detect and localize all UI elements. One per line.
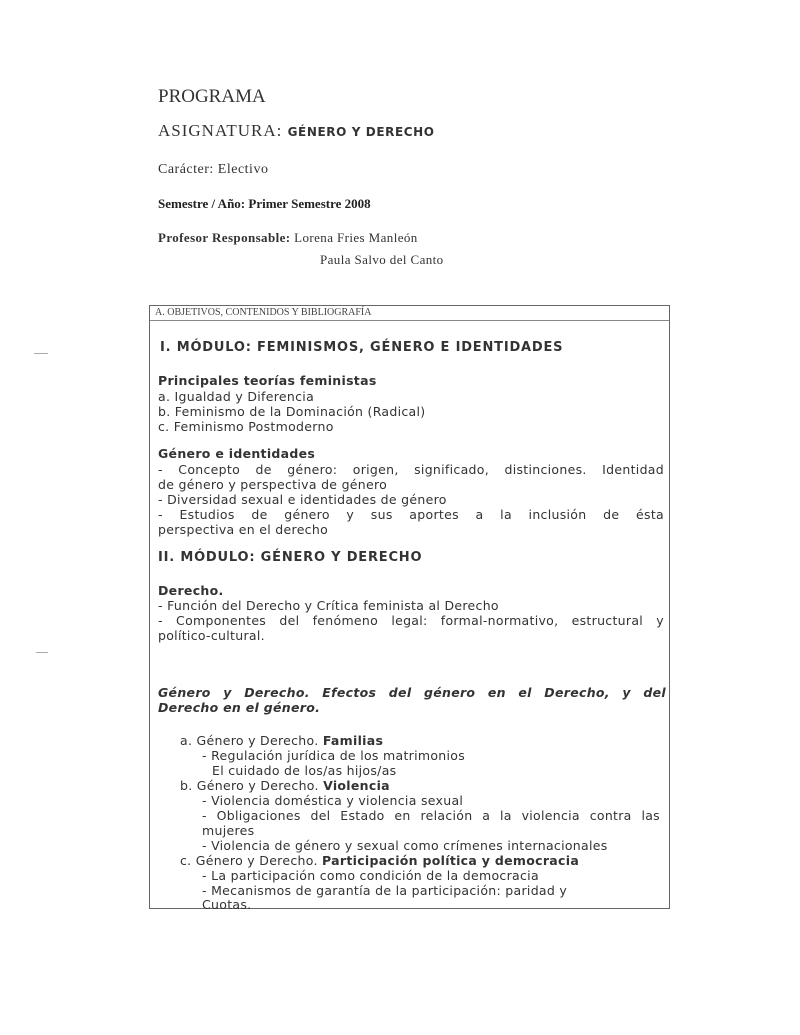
text-line: perspectiva en el derecho — [158, 522, 329, 537]
text-line: - Regulación jurídica de los matrimonios — [202, 748, 466, 763]
modulo-2-title: II. MÓDULO: GÉNERO Y DERECHO — [158, 550, 423, 565]
topic-item-violencia — [180, 778, 390, 793]
semestre-line: Semestre / Año: Primer Semestre 2008 — [158, 196, 371, 211]
modulo-2-subtitle-2-cont: Derecho en el género. — [158, 700, 321, 715]
topic-item-participacion — [180, 853, 579, 868]
text-line: - Mecanismos de garantía de la participación: paridad y — [202, 883, 568, 898]
list-item: c. Feminismo Postmoderno — [158, 419, 334, 434]
text-line: mujeres — [202, 823, 255, 838]
text-line: - La participación como condición de la democracia — [202, 868, 539, 883]
topic-prefix: c. Género y Derecho. — [180, 853, 318, 868]
text-line: Cuotas. — [202, 897, 252, 912]
text-line: político-cultural. — [158, 628, 265, 643]
text-line: - Obligaciones del Estado en relación a la violencia contra las — [202, 808, 660, 823]
caracter-line: Carácter: Electivo — [158, 162, 269, 177]
profesor-label: Profesor Responsable: — [158, 230, 291, 245]
text-line: - Componentes del fenómeno legal: formal-normativo, estructural y — [158, 613, 664, 628]
text-line: - Concepto de género: origen, significado, distinciones. Identidad — [158, 462, 664, 477]
text-line: - Diversidad sexual e identidades de género — [158, 492, 447, 507]
text-line: - Función del Derecho y Crítica feminista al Derecho — [158, 598, 499, 613]
topic-item-familias — [180, 733, 383, 748]
topic-bold: Participación política y democracia — [322, 853, 580, 868]
modulo-1-subtitle-2: Género e identidades — [158, 446, 316, 461]
text-line: - Violencia doméstica y violencia sexual — [202, 793, 464, 808]
box-section-header: A. OBJETIVOS, CONTENIDOS Y BIBLIOGRAFÍA — [150, 306, 669, 321]
profesor-line — [158, 230, 418, 246]
profesor-name-2: Paula Salvo del Canto — [320, 252, 444, 267]
scan-mark — [34, 353, 48, 354]
topic-prefix: b. Género y Derecho. — [180, 778, 319, 793]
document-title: PROGRAMA — [158, 86, 266, 107]
profesor-name-1: Lorena Fries Manleón — [294, 230, 418, 245]
list-item: b. Feminismo de la Dominación (Radical) — [158, 404, 426, 419]
modulo-1-subtitle-1: Principales teorías feministas — [158, 373, 377, 388]
modulo-2-subtitle-2: Género y Derecho. Efectos del género en el Derecho, y del — [158, 685, 666, 700]
text-line: - Estudios de género y sus aportes a la inclusión de ésta — [158, 507, 664, 522]
text-line: de género y perspectiva de género — [158, 477, 388, 492]
modulo-2-subtitle-1: Derecho. — [158, 583, 224, 598]
topic-bold: Violencia — [323, 778, 390, 793]
topic-prefix: a. Género y Derecho. — [180, 733, 319, 748]
modulo-1-title: I. MÓDULO: FEMINISMOS, GÉNERO E IDENTIDADES — [160, 340, 564, 355]
text-line: - Violencia de género y sexual como crímenes internacionales — [202, 838, 608, 853]
content-box — [149, 305, 670, 912]
scan-mark — [36, 652, 48, 653]
asignatura-label: ASIGNATURA: — [158, 121, 283, 140]
text-line: El cuidado de los/as hijos/as — [212, 763, 397, 778]
asignatura-line — [158, 121, 435, 141]
asignatura-value: GÉNERO Y DERECHO — [287, 125, 435, 139]
list-item: a. Igualdad y Diferencia — [158, 389, 315, 404]
topic-bold: Familias — [322, 733, 384, 748]
